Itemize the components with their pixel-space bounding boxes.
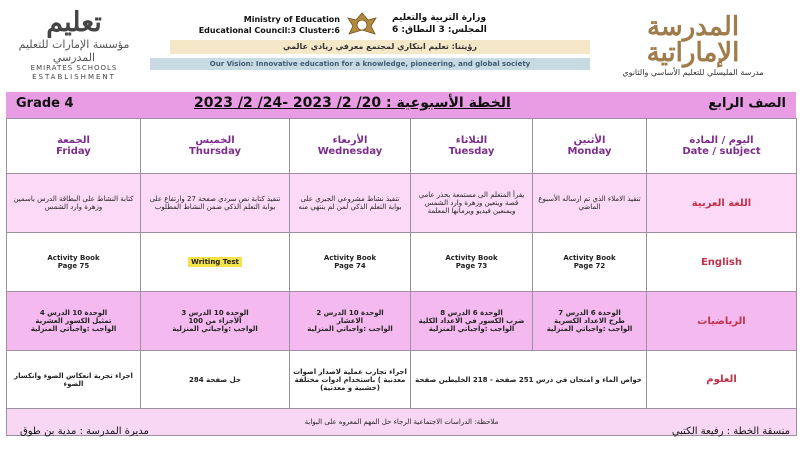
- vision-english: Our Vision: Innovative education for a knowledge, pioneering, and global society: [150, 58, 590, 70]
- logo-left-english-1: EMIRATES SCHOOLS: [30, 64, 118, 72]
- weekly-plan-title: [194, 95, 511, 111]
- subject-arabic: اللغة العربية: [647, 174, 797, 233]
- day-header-wednesday: الأربعاء Wednesday: [290, 119, 411, 174]
- school-logo: [598, 14, 788, 78]
- school-name: مدرسة المليسلي للتعليم الأساسي والثانوي: [622, 68, 764, 77]
- page-footer: [0, 422, 800, 446]
- school-principal: مديرة المدرسة : مدية بن طوق: [20, 426, 149, 437]
- uae-emblem-icon: [342, 10, 382, 40]
- table-row: [7, 174, 797, 233]
- english-tuesday: Activity Book Page 73: [411, 233, 533, 292]
- english-friday: Activity Book Page 75: [7, 233, 141, 292]
- math-thursday: الوحدة 10 الدرس 3 الأجزاء من 100 الواجب :واجباتي المنزلية: [141, 292, 290, 351]
- weekly-plan-dates: 20/ 2/ 2023 -24/ 2/ 2023: [194, 95, 382, 111]
- arabic-wednesday: تنفيذ نشاط مشروعي الجبري على بوابة التعلم الذكي لمن لم ينتهي منه: [290, 174, 411, 233]
- emirates-schools-logo: [18, 8, 130, 80]
- vision-arabic: رؤيتنا: تعليم ابتكاري لمجتمع معرفي ريادي عالمي: [170, 40, 590, 54]
- day-header-friday: الجمعة Friday: [7, 119, 141, 174]
- council-ar: المجلس: 3 النطاق: 6: [392, 25, 487, 35]
- ministry-name-en: Ministry of Education: [243, 15, 340, 24]
- day-header-monday: الأثنين Monday: [533, 119, 647, 174]
- subject-science: العلوم: [647, 351, 797, 409]
- day-header-thursday: الخميس Thursday: [141, 119, 290, 174]
- science-friday: اجراء تجربة انعكاس الضوء وانكسار الضوء: [7, 351, 141, 409]
- math-monday: الوحدة 6 الدرس 7 طرح الاعداد الكسرية الواجب :واجباتي المنزلية: [533, 292, 647, 351]
- table-row: [7, 119, 797, 174]
- arabic-friday: كتابة النشاط على البطاقة الدرس باسمين وزهرة وارد الشمس: [7, 174, 141, 233]
- arabic-tuesday: يقرأ المتعلم الى مستمعة بحذر عامي قصة ويتعين وزهرة وارد الشمس ويمنعين فيديو ويرمانها المعلمة: [411, 174, 533, 233]
- subject-english: English: [647, 233, 797, 292]
- math-tuesday: الوحدة 6 الدرس 8 ضرب الكسور في الاعداد الكلية الواجب :واجباتي المنزلية: [411, 292, 533, 351]
- math-wednesday: الوحدة 10 الدرس 2 الاعشار الواجب :واجباتي المنزلية: [290, 292, 411, 351]
- science-thursday: حل صفحة 284: [141, 351, 290, 409]
- weekly-plan-title-ar: الخطة الأسبوعية :: [385, 95, 511, 111]
- council-en: Educational Council:3 Cluster:6: [198, 26, 340, 35]
- english-monday: Activity Book Page 72: [533, 233, 647, 292]
- plan-coordinator: منسقة الخطة : رفيعة الكتبي: [671, 426, 790, 437]
- table-row: [7, 292, 797, 351]
- school-logo-title: المدرسة الإماراتية: [646, 12, 740, 68]
- arabic-thursday: تنفيذ كتابة نص سردي صفحة 27 وارتفاع على بوابة التعلم الذكي ضمن النشاط المطلوب: [141, 174, 290, 233]
- day-header-tuesday: الثلاثاء Tuesday: [411, 119, 533, 174]
- arabic-monday: تنفيذ الاملاء الذي تم ارساله الأسبوع الماضي: [533, 174, 647, 233]
- table-row: [7, 233, 797, 292]
- ministry-arabic: [392, 12, 522, 36]
- subject-math: الرياضيات: [647, 292, 797, 351]
- english-wednesday: Activity Book Page 74: [290, 233, 411, 292]
- math-friday: الوحدة 10 الدرس 4 تمثيل الكسور العشرية الواجب :واجباتي المنزلية: [7, 292, 141, 351]
- table-row: [7, 351, 797, 409]
- ministry-english: [180, 14, 340, 36]
- logo-left-title: تعليم: [46, 7, 102, 38]
- science-tuesday: خواص الماء و امتحان في درس 251 صفحة - 218 الخليطين صفحة: [411, 351, 647, 409]
- writing-test-badge: Writing Test: [188, 257, 242, 267]
- english-thursday: [141, 233, 290, 292]
- weekly-schedule-table: [6, 118, 797, 436]
- grade-label: Grade 4: [16, 96, 74, 111]
- note-cell: ملاحظة: الدراسات الاجتماعية الرجاء حل المهم المعروه على البوابة: [7, 409, 797, 436]
- subject-header: اليوم / المادة Date / subject: [647, 119, 797, 174]
- science-wednesday: اجراء تجارب عملية لاصدار اصوات معدنية ) باستخدام ادوات مختلفة (خشبية و معدنية): [290, 351, 411, 409]
- ministry-name-ar: وزارة التربية والتعليم: [392, 13, 487, 23]
- logo-left-english-2: ESTABLISHMENT: [32, 73, 116, 81]
- logo-left-arabic: مؤسسة الإمارات للتعليم المدرسي: [18, 38, 130, 64]
- page-header: [0, 0, 800, 88]
- title-bar: [6, 92, 796, 118]
- class-label-ar: الصف الرابع: [708, 96, 786, 111]
